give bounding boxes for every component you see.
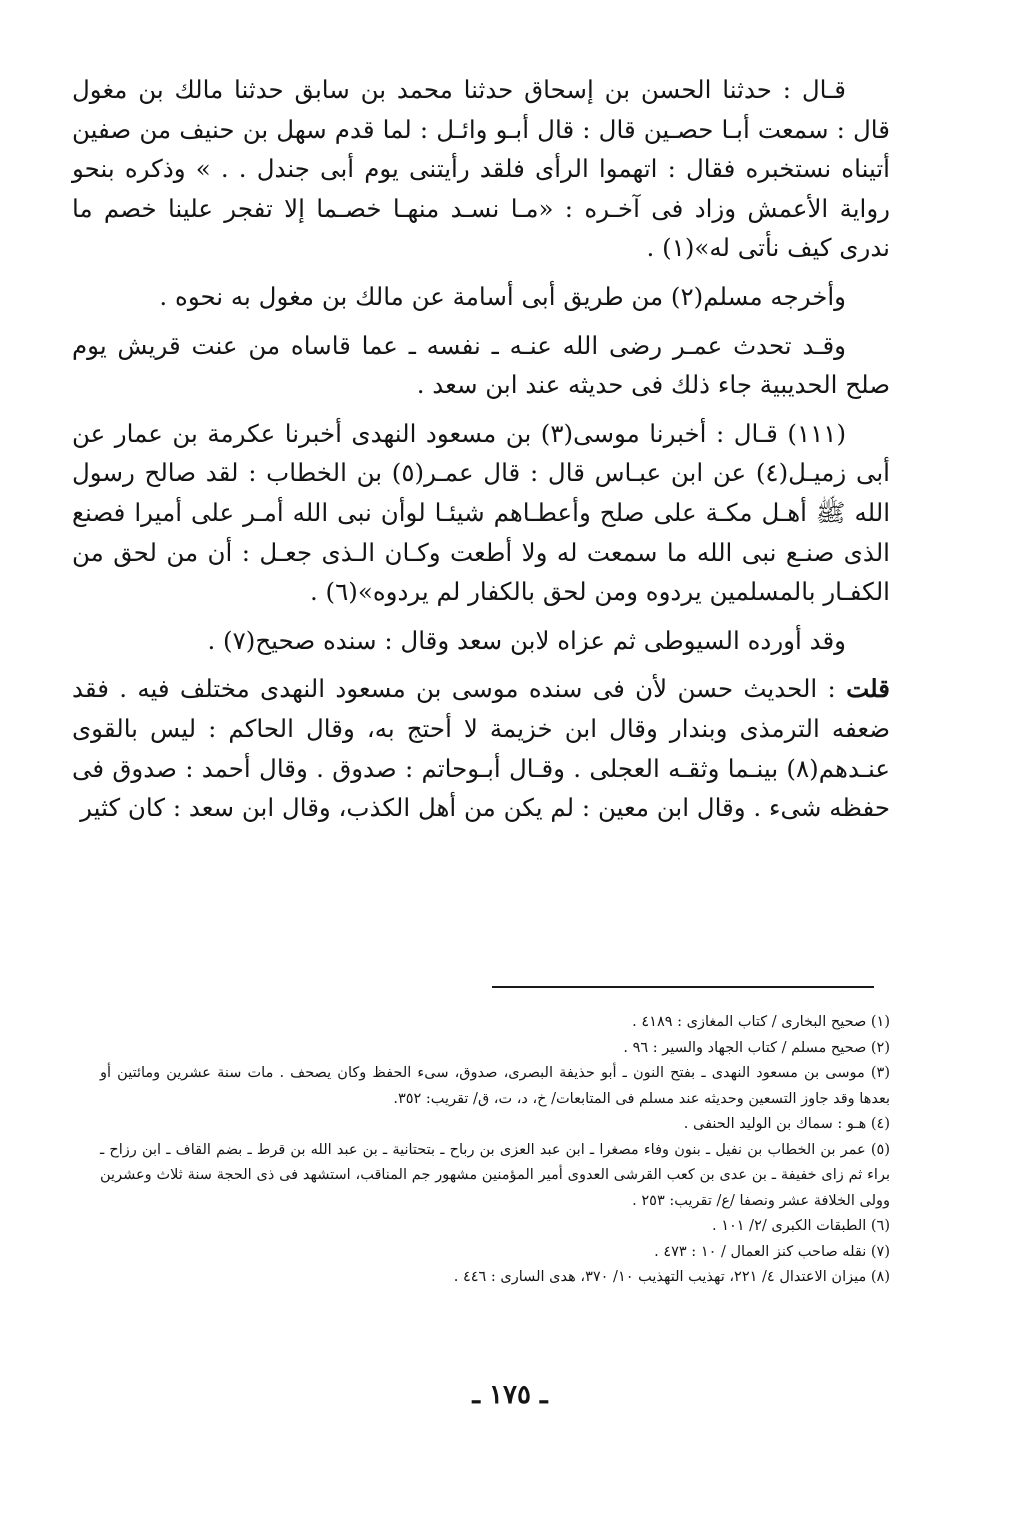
footnote-8: (٨) ميزان الاعتدال ٤/ ٢٢١، تهذيب التهذيب ١٠/ ٣٧٠، هدى السارى : ٤٤٦ . [453,1269,890,1285]
paragraph-1: قـال : حدثنا الحسن بن إسحاق حدثنا محمد بن سابق حدثنا مالك بن مغول قال : سمعت أبـا حصـين قال : قال أبـو وائـل : لما قدم سهل بن حنيف من صفين أتيناه نستخبره فقال : اتهموا الرأى فلقد رأيتنى يوم أبى جندل . . » وذكره بنحو رواية الأعمش وزاد فى آخـره : «مـا نسـد منهـا خصـما إلا تفجر علينا خصم ما ندرى كيف نأتى له»(١) . [72,75,890,263]
footnote-6: (٦) الطبقات الكبرى /٢/ ١٠١ . [711,1218,890,1234]
footnote-2: (٢) صحيح مسلم / كتاب الجهاد والسير : ٩٦ . [623,1039,890,1056]
footnote-7: (٧) نقله صاحب كنز العمال / ١٠ : ٤٧٣ . [654,1243,890,1260]
paragraph-5: وقد أورده السيوطى ثم عزاه لابن سعد وقال : سنده صحيح(٧) . [207,625,846,655]
footnote-3: (٣) موسى بن مسعود النهدى ـ بفتح النون ـ أبو حذيفة البصرى، صدوق، سىء الحفظ وكان يصحف . مات سنة عشرين ومائتين أو بعدها وقد جاوز التسعين وحديثه عند مسلم فى المتابعات/ خ، د، ت، ق/ تقريب: ٣٥٢. [100,1065,890,1107]
paragraph-3: وقـد تحدث عمـر رضى الله عنـه ـ نفسه ـ عما قاساه من عنت قريش يوم صلح الحديبية جاء ذلك فى حديثه عند ابن سعد . [72,330,890,400]
paragraph-2: وأخرجه مسلم(٢) من طريق أبى أسامة عن مالك بن مغول به نحوه . [159,281,846,311]
paragraph-4: (١١١) قـال : أخبرنا موسى(٣) بن مسعود النهدى أخبرنا عكرمة بن عمار عن أبى زميـل(٤) عن ابن عبـاس قال : قال عمـر(٥) بن الخطاب : لقد صالح رسول الله ﷺ أهـل مكـة على صلح وأعطـاهم شيئـا لوأن نبى الله أمـر على أميرا فصنع الذى صنـع نبى الله ما سمعت له ولا أطعت وكـان الـذى جعـل : أن من لحق من الكفـار بالمسلمين يردوه ومن لحق بالكفار لم يردوه»(٦) . [72,418,890,607]
paragraph-6 [72,669,890,827]
qultu-label: قلت [846,674,890,704]
page-number: ـ ١٧٥ ـ [472,1380,548,1410]
footnote-5: (٥) عمر بن الخطاب بن نفيل ـ بنون وفاء مصغرا ـ ابن عبد العزى بن رباح ـ بتحتانية ـ بن عبد الله بن قرط ـ بضم القاف ـ ابن رزاح ـ براء ثم زاى خفيفة ـ بن عدى بن كعب القرشى العدوى أمير المؤمنين مشهور جم المناقب، استشهد فى ذى الحجة سنة ثلاث وعشرين وولى الخلافة عشر ونصفا /ع/ تقريب: ٢٥٣ . [100,1141,890,1209]
main-text [72,70,890,828]
footnotes [100,1010,890,1291]
footnote-divider [492,986,874,988]
paragraph-6-text: : الحديث حسن لأن فى سنده موسى بن مسعود النهدى مختلف فيه . فقد ضعفه الترمذى وبندار وقال ابن خزيمة لا أحتج به، وقال الحاكم : ليس بالقوى عنـدهم(٨) بينـما وثقـه العجلى . وقـال أبـوحاتم : صدوق . وقال أحمد : صدوق فى حفظه شىء . وقال ابن معين : لم يكن من أهل الكذب، وقال ابن سعد : كان كثير [72,674,890,823]
footnote-4: (٤) هـو : سماك بن الوليد الحنفى . [683,1116,890,1132]
footnote-1: (١) صحيح البخارى / كتاب المغازى : ٤١٨٩ . [632,1014,890,1030]
